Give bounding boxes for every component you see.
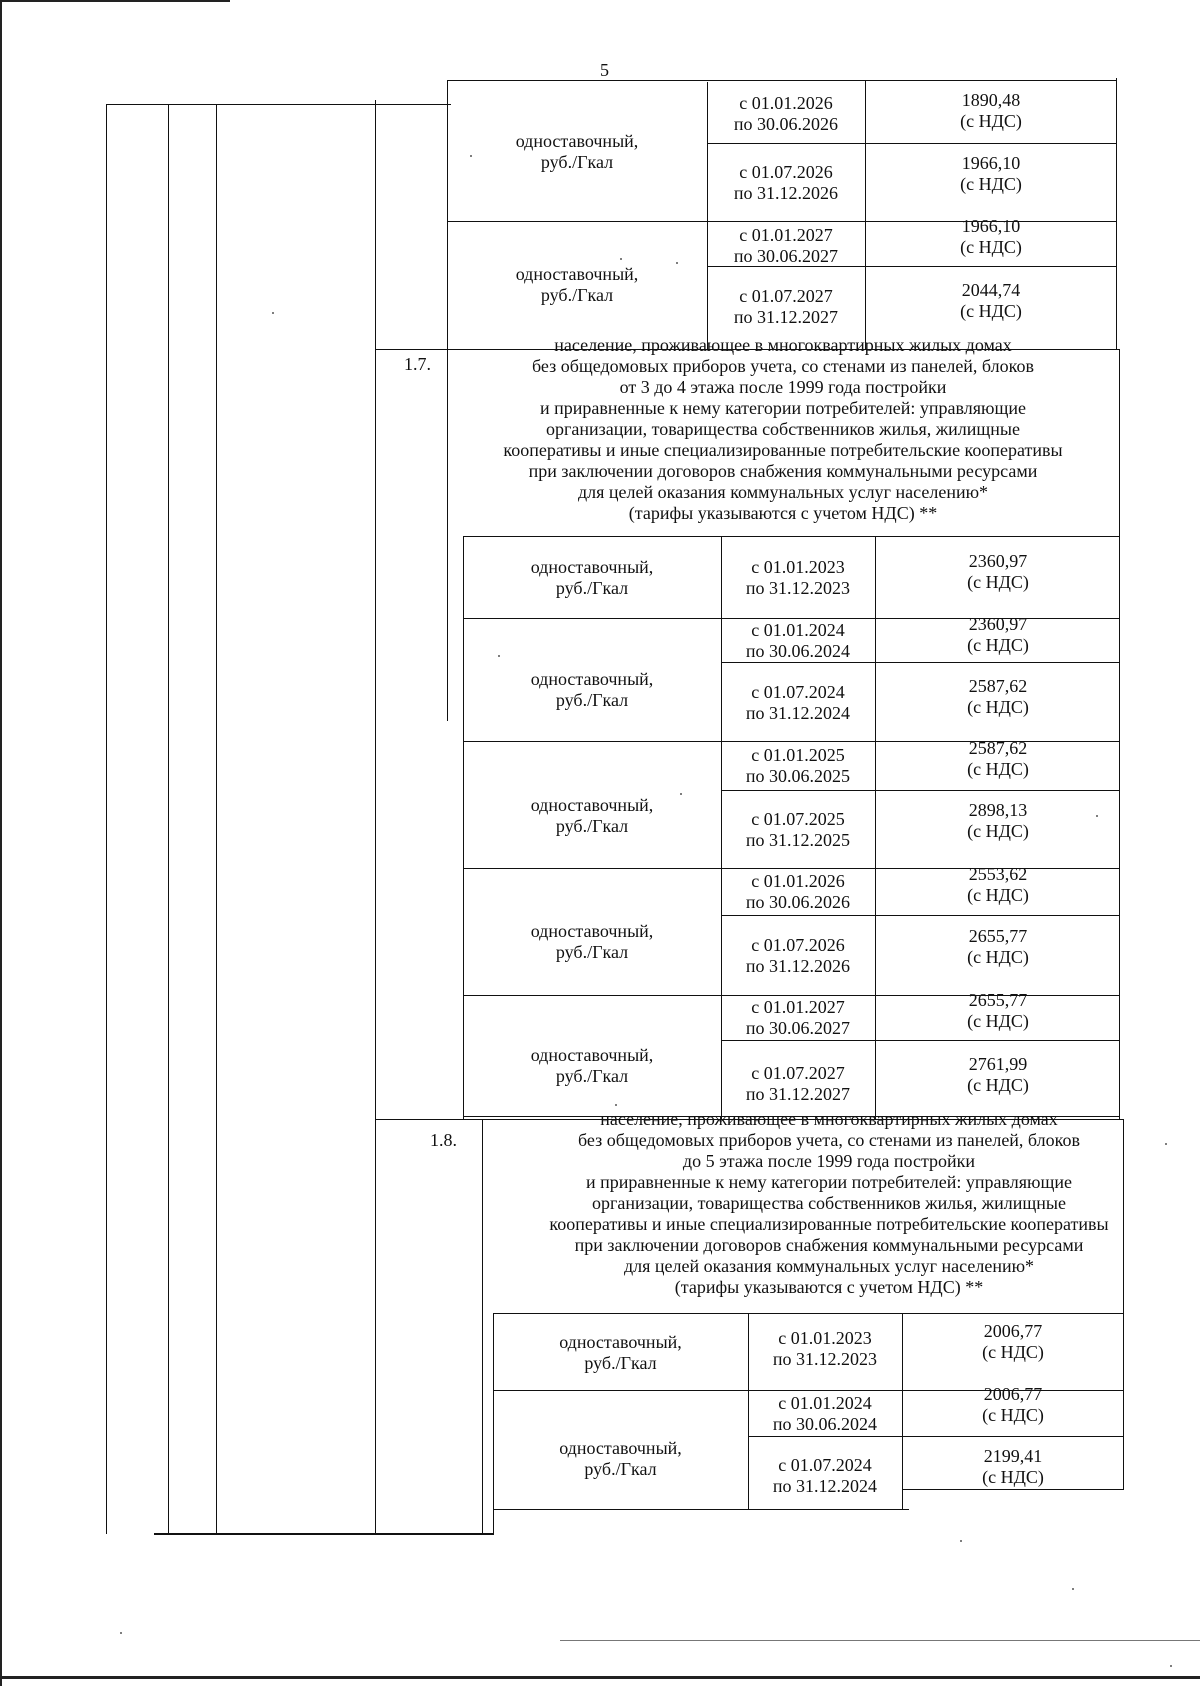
- frame-bottom: [154, 1533, 494, 1535]
- frame-col-3: [216, 104, 217, 1534]
- type-cell: одноставочный, руб./Гкал: [530, 669, 654, 710]
- section-number: 1.8.: [430, 1130, 457, 1150]
- type-cell: одноставочный, руб./Гкал: [530, 921, 654, 962]
- tariff-cell: 1966,10 (с НДС): [960, 153, 1022, 194]
- frame-top: [106, 104, 451, 105]
- scan-edge-top: [0, 0, 230, 2]
- section-number: 1.7.: [404, 354, 431, 374]
- tariff-cell: 2044,74 (с НДС): [960, 280, 1022, 321]
- type-cell: одноставочный, руб./Гкал: [515, 130, 639, 172]
- tariff-cell: 2655,77 (с НДС): [967, 926, 1029, 967]
- frame-left-outer: [106, 104, 107, 1534]
- period-cell: с 01.07.2026 по 31.12.2026: [745, 935, 851, 976]
- scan-edge-left: [0, 0, 2, 1686]
- tariff-cell: 2587,62 (с НДС): [967, 738, 1029, 779]
- type-cell: одноставочный, руб./Гкал: [530, 795, 654, 836]
- frame-left-inner: [168, 104, 169, 1534]
- tariff-cell: 2006,77 (с НДС): [982, 1384, 1044, 1425]
- type-cell: одноставочный, руб./Гкал: [530, 557, 654, 598]
- tariff-cell: 2006,77 (с НДС): [982, 1321, 1044, 1362]
- tariff-cell: 2587,62 (с НДС): [967, 676, 1029, 717]
- tariff-cell: 2761,99 (с НДС): [967, 1054, 1029, 1095]
- tariff-cell: 1890,48 (с НДС): [960, 90, 1022, 131]
- period-cell: с 01.01.2026 по 30.06.2026: [745, 871, 851, 912]
- tariff-cell: 2199,41 (с НДС): [982, 1446, 1044, 1487]
- tariff-cell: 2898,13 (с НДС): [967, 800, 1029, 841]
- tariff-cell: 1966,10 (с НДС): [960, 216, 1022, 257]
- period-cell: с 01.01.2024 по 30.06.2024: [745, 619, 851, 661]
- period-cell: с 01.01.2027 по 30.06.2027: [745, 997, 851, 1038]
- period-cell: с 01.01.2023 по 31.12.2023: [772, 1328, 878, 1369]
- type-cell: одноставочный, руб./Гкал: [515, 264, 639, 305]
- period-cell: с 01.07.2027 по 31.12.2027: [745, 1063, 851, 1104]
- frame-col-4: [375, 100, 376, 1534]
- page-number: 5: [600, 60, 609, 80]
- section-description: население, проживающее в многоквартирных жилых домах без общедомовых приборов учета, со стенами из панелей, блоков до 5 этажа после 1999 года постройки и приравненные к нему категории потребителей: управляющие организации, товарищества собственников жилья, жилищные кооперативы и иные специализированные потребительские кооперативы при заключении договоров снабжения коммунальными ресурсами для целей оказания коммунальных услуг населению* (тарифы указываются с учетом НДС) **: [549, 1109, 1109, 1297]
- section-description: население, проживающее в многоквартирных жилых домах без общедомовых приборов учета, со стенами из панелей, блоков от 3 до 4 этажа после 1999 года постройки и приравненные к нему категории потребителей: управляющие организации, товарищества собственников жилья, жилищные кооперативы и иные специализированные потребительские кооперативы при заключении договоров снабжения коммунальными ресурсами для целей оказания коммунальных услуг населению* (тарифы указываются с учетом НДС) **: [503, 335, 1063, 523]
- period-cell: с 01.07.2024 по 31.12.2024: [745, 682, 851, 723]
- tariff-cell: 2360,97 (с НДС): [967, 614, 1029, 655]
- period-cell: с 01.01.2027 по 30.06.2027: [733, 225, 839, 266]
- period-cell: с 01.07.2027 по 31.12.2027: [733, 286, 839, 327]
- period-cell: с 01.01.2023 по 31.12.2023: [745, 557, 851, 598]
- period-cell: с 01.01.2025 по 30.06.2025: [745, 745, 851, 786]
- period-cell: с 01.01.2024 по 30.06.2024: [772, 1392, 878, 1434]
- period-cell: с 01.07.2025 по 31.12.2025: [745, 809, 851, 850]
- period-cell: с 01.01.2026 по 30.06.2026: [733, 92, 839, 134]
- scan-edge-bottom-faint: [560, 1640, 1200, 1641]
- period-cell: с 01.07.2024 по 31.12.2024: [772, 1455, 878, 1496]
- type-cell: одноставочный, руб./Гкал: [530, 1045, 654, 1086]
- tariff-cell: 2360,97 (с НДС): [967, 551, 1029, 592]
- tariff-cell: 2655,77 (с НДС): [967, 990, 1029, 1031]
- scan-edge-bottom: [0, 1676, 1200, 1679]
- tariff-cell: 2553,62 (с НДС): [967, 864, 1029, 905]
- type-cell: одноставочный, руб./Гкал: [559, 1332, 682, 1373]
- type-cell: одноставочный, руб./Гкал: [559, 1438, 682, 1479]
- period-cell: с 01.07.2026 по 31.12.2026: [733, 161, 839, 203]
